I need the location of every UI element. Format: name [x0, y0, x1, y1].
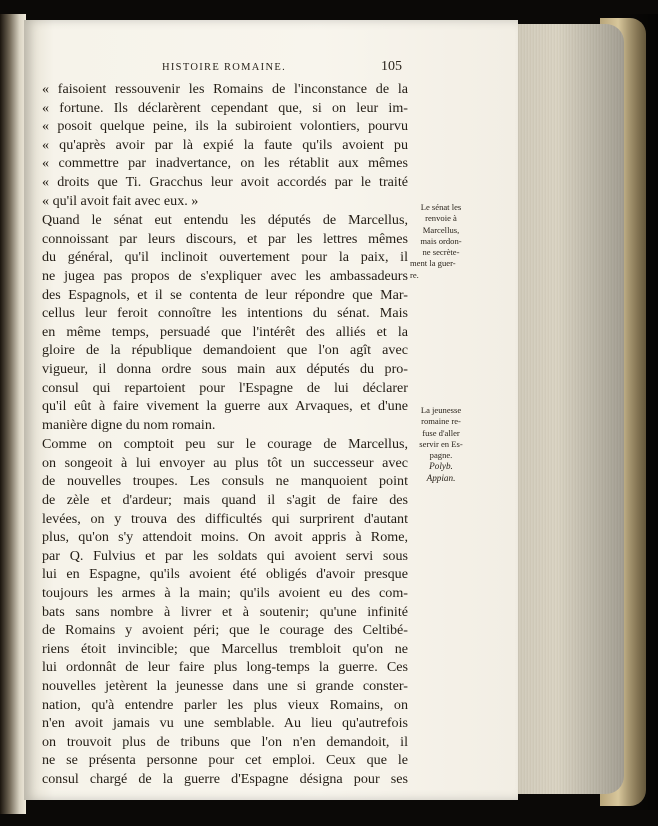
text-line: lui en Espagne, qu'ils avoient été obligés d'avoir presque: [42, 566, 408, 583]
text-line: « droits que Ti. Gracchus leur avoit accordés par le traité: [42, 173, 408, 190]
text-line: manière digne du nom romain.: [42, 416, 216, 433]
margin-note-line: re.: [410, 269, 419, 280]
page-number: 105: [381, 59, 402, 74]
paragraph-youth: [42, 435, 408, 788]
text-line: par Q. Fulvius et par les soldats qui avoient servi sous: [42, 547, 408, 564]
text-line: en même temps, persuadé que l'intérêt des alliés et la: [42, 323, 408, 340]
margin-note-line: La jeunesse: [420, 405, 462, 415]
paragraph-senate: [42, 211, 408, 434]
text-line: nouvelles jetèrent la jeunesse dans une si grande conster-: [42, 678, 408, 694]
text-line: on songeoit à lui envoyer au plus tôt un successeur avec: [42, 454, 408, 471]
text-line: on trouvoit plus de tribuns que l'on n'en demandoit, il: [42, 733, 408, 750]
text-line: nation, qu'à entendre parler les plus vieux Romains, on: [42, 696, 408, 713]
margin-note-line: Marcellus,: [422, 224, 460, 235]
margin-note-source: Appian.: [426, 472, 456, 483]
margin-note-youth: [410, 405, 472, 484]
text-line: du général, qu'il inclinoit ouvertement pour la paix, il: [42, 249, 408, 266]
main-text: [42, 80, 408, 789]
text-line: vigueur, il donna ordre sous main aux députés du pro-: [42, 360, 408, 377]
text-line: ne jugea pas propos de s'expliquer avec les ambassadeurs: [42, 267, 408, 284]
text-line: consul chargé de la guerre d'Espagne désigna pour ses: [42, 770, 408, 787]
text-line: toujours les armes à la main; qu'ils avoient eu des com-: [42, 585, 408, 602]
text-line: consul qui repartoient pour l'Espagne de lui déclarer: [42, 379, 408, 396]
text-line: Comme on comptoit peu sur le courage de Marcellus,: [42, 436, 408, 453]
book-spine: [0, 14, 26, 814]
margin-note-line: servir en Es-: [419, 438, 463, 449]
margin-note-senate: [410, 202, 472, 281]
text-line: bats sans nombre à livrer et à soutenir; qu'une infinité: [42, 603, 408, 620]
text-line: gloire de la république demandoient que l'on agît avec: [42, 342, 408, 359]
paragraph-quote: [42, 80, 408, 210]
margin-note-line: pagne.: [429, 450, 453, 461]
text-line: de nouvelles troupes. Les consuls ne manquoient point: [42, 473, 408, 490]
text-line: de zèle et d'ardeur; mais quand il s'agit de faire des: [42, 492, 408, 509]
page-edges-shade: [512, 24, 624, 794]
text-line: plus, qu'on s'y attendoit moins. On avoit appris à Rome,: [42, 529, 408, 546]
margin-note-line: ment la guer-: [410, 258, 456, 269]
text-line: cellus leur feroit connoître les intentions du sénat. Mais: [42, 305, 408, 322]
text-line: « qu'après avoir par là expié la faute qu'ils avoient pu: [42, 136, 408, 153]
text-line: « qu'il avoit fait avec eux. »: [42, 192, 199, 209]
text-line: « fortune. Ils déclarèrent cependant que, si on leur im-: [42, 99, 408, 116]
text-line: riens étoit invincible; que Marcellus trembloit qu'on ne: [42, 640, 408, 657]
margin-note-line: fuse d'aller: [422, 427, 460, 438]
text-line: lui ordonnât de leur faire plus long-temps la guerre. Ces: [42, 659, 408, 676]
text-line: ne se présenta personne pour cet emploi. Ceux que le: [42, 752, 408, 769]
margin-note-source: Polyb.: [429, 461, 453, 472]
text-line: n'en avoit jamais vu une semblable. Au lieu qu'autrefois: [42, 715, 408, 732]
running-title: HISTOIRE ROMAINE.: [162, 62, 286, 73]
text-line: « faisoient ressouvenir les Romains de l'inconstance de la: [42, 81, 408, 97]
text-line: de Romains y avoient péri; que le courage des Celtibé-: [42, 622, 408, 639]
margin-note-line: renvoie à: [425, 213, 457, 224]
margin-note-line: romaine re-: [421, 416, 461, 427]
text-line: « posoit quelque peine, ils la subiroient volontiers, pourvu: [42, 118, 408, 135]
margin-note-line: ne secrète-: [422, 247, 460, 258]
cover-shadow: [618, 14, 658, 810]
margin-note-line: Le sénat les: [420, 202, 462, 212]
text-line: « commettre par inadvertance, on les rétablit aux mêmes: [42, 155, 408, 172]
text-line: levées, on y trouva des difficultés qui surprirent d'autant: [42, 510, 408, 527]
text-line: qu'il eût à faire vivement la guerre aux Arvaques, et d'une: [42, 398, 408, 415]
text-line: des Espagnols, et il se contenta de leur répondre que Mar-: [42, 286, 408, 303]
text-line: connoissant par leurs discours, et par les lettres mêmes: [42, 230, 408, 247]
text-line: Quand le sénat eut entendu les députés de Marcellus,: [42, 212, 408, 229]
margin-note-line: mais ordon-: [420, 235, 462, 246]
